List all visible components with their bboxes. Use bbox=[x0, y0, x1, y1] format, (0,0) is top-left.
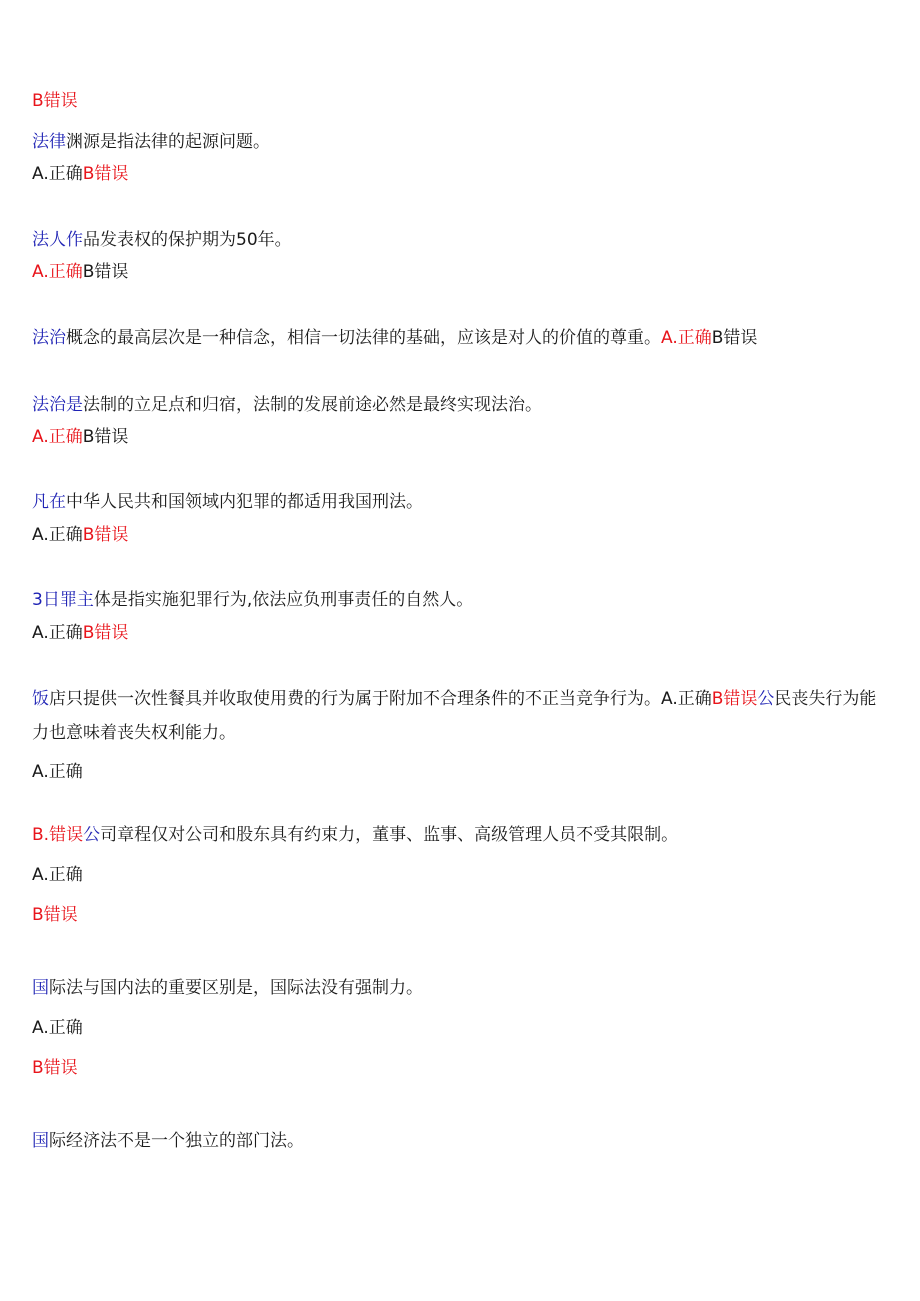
answer-row-9a bbox=[32, 1017, 83, 1039]
question-text: 中华人民共和国领域内犯罪的都适用我国刑法。 bbox=[66, 492, 423, 512]
question-7 bbox=[32, 682, 892, 750]
question-text: 法制的立足点和归宿，法制的发展前途必然是最终实现法治。 bbox=[83, 395, 542, 415]
option-b: B错误 bbox=[82, 525, 129, 545]
question-lead: 国 bbox=[32, 1131, 49, 1151]
option-b: B错误 bbox=[32, 1058, 78, 1078]
answer-row-1 bbox=[32, 163, 128, 185]
option-b: B错误 bbox=[82, 427, 129, 447]
option-a: A.正确 bbox=[32, 164, 83, 184]
question-text: 体是指实施犯罪行为,依法应负刑事责任的自然人。 bbox=[93, 590, 474, 610]
question-4 bbox=[32, 394, 542, 416]
question-lead: 公 bbox=[83, 825, 101, 845]
question-6 bbox=[32, 589, 473, 611]
question-lead: 法治 bbox=[32, 328, 66, 348]
option-b: B错误 bbox=[82, 164, 129, 184]
answer-row-7 bbox=[32, 761, 83, 783]
answer-row-5 bbox=[32, 524, 128, 546]
question-8 bbox=[32, 824, 678, 846]
option-b: B错误 bbox=[32, 905, 78, 925]
option-a: A.正确 bbox=[32, 262, 83, 282]
answer-row-4 bbox=[32, 426, 128, 448]
answer-row-9b bbox=[32, 1057, 78, 1079]
question-lead: 3日罪主 bbox=[32, 590, 94, 610]
option-a: A.正确 bbox=[32, 525, 83, 545]
answer-row-8a bbox=[32, 864, 83, 886]
option-a: A.正确 bbox=[32, 1018, 83, 1038]
question-text: 渊源是指法律的起源问题。 bbox=[66, 132, 270, 152]
question-lead: 饭 bbox=[32, 689, 49, 709]
option-a: A.正确 bbox=[661, 328, 712, 348]
option-a: A.正确 bbox=[32, 865, 83, 885]
question-5 bbox=[32, 491, 423, 513]
question-9 bbox=[32, 977, 423, 999]
question-3 bbox=[32, 327, 757, 349]
question-lead: 法律 bbox=[32, 132, 66, 152]
question-text: 品发表权的保护期为50年。 bbox=[83, 230, 292, 250]
question-lead: 国 bbox=[32, 978, 49, 998]
answer-row-6 bbox=[32, 622, 128, 644]
question-2 bbox=[32, 229, 292, 251]
option-a: A.正确 bbox=[32, 623, 83, 643]
question-10 bbox=[32, 1130, 304, 1152]
question-text: 司章程仅对公司和股东具有约束力，董事、监事、高级管理人员不受其限制。 bbox=[100, 825, 679, 845]
answer-b: B.错误 bbox=[32, 825, 84, 845]
question-lead: 凡在 bbox=[32, 492, 66, 512]
answer-b: B错误 bbox=[32, 91, 78, 111]
question-1 bbox=[32, 131, 270, 153]
question-text: 际法与国内法的重要区别是，国际法没有强制力。 bbox=[49, 978, 423, 998]
question-lead: 法人作 bbox=[32, 230, 83, 250]
option-a: A.正确 bbox=[32, 762, 83, 782]
question-text: 际经济法不是一个独立的部门法。 bbox=[49, 1131, 304, 1151]
question-text: 概念的最高层次是一种信念，相信一切法律的基础，应该是对人的价值的尊重。 bbox=[66, 328, 661, 348]
option-a: A.正确 bbox=[32, 427, 83, 447]
question-lead: 公 bbox=[757, 689, 775, 709]
option-b: B错误 bbox=[711, 689, 758, 709]
option-b: B错误 bbox=[82, 623, 129, 643]
question-text: 民丧失行为能力也意味着丧失权利能力。 bbox=[32, 689, 877, 743]
question-text: 店只提供一次性餐具并收取使用费的行为属于附加不合理条件的不正当竞争行为。A.正确 bbox=[49, 689, 712, 709]
answer-row-8b bbox=[32, 904, 78, 926]
option-b: B错误 bbox=[82, 262, 129, 282]
answer-row-2 bbox=[32, 261, 128, 283]
option-b: B错误 bbox=[711, 328, 758, 348]
question-lead: 法治是 bbox=[32, 395, 83, 415]
